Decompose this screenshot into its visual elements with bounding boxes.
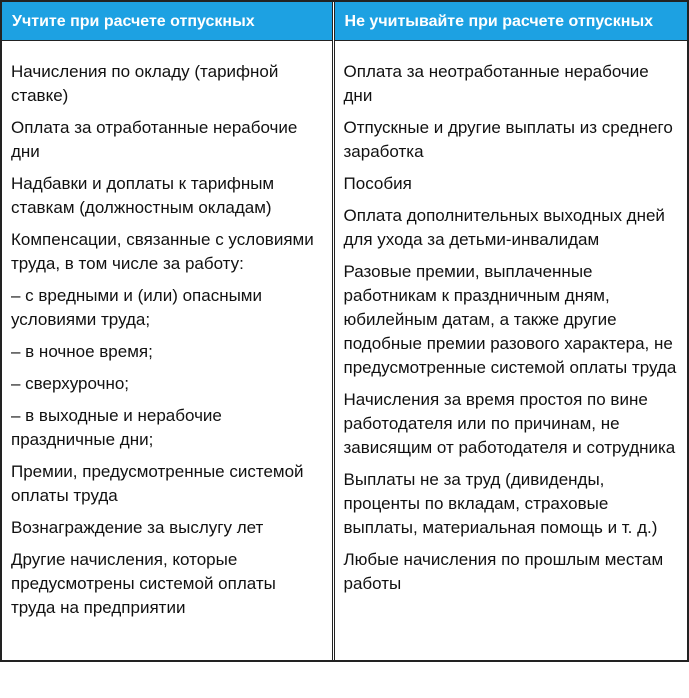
include-column-header: Учтите при расчете отпускных: [2, 2, 332, 41]
include-item: Оплата за отработанные нерабочие дни: [11, 118, 298, 161]
include-item: Начисления по окладу (тарифной ставке): [11, 62, 279, 105]
exclude-column-header: Не учитывайте при расчете отпускных: [335, 2, 687, 41]
include-item: Компенсации, связанные с условиями труда, в том числе за работу:: [11, 230, 314, 273]
include-item: – в ночное время;: [11, 342, 153, 361]
include-item: Надбавки и доплаты к тарифным ставкам (должностным окладам): [11, 174, 275, 217]
include-item: Другие начисления, которые предусмотрены системой оплаты труда на предприятии: [11, 550, 276, 617]
exclude-item: Оплата за неотработанные нерабочие дни: [343, 62, 649, 105]
include-item: Вознаграждение за выслугу лет: [11, 518, 264, 537]
exclude-item: Любые начисления по прошлым местам работы: [343, 550, 664, 593]
include-item: – сверхурочно;: [11, 374, 130, 393]
exclude-item: Пособия: [343, 174, 412, 193]
exclude-column: [334, 2, 687, 660]
exclude-item: Отпускные и другие выплаты из среднего заработка: [343, 118, 673, 161]
exclude-item: Оплата дополнительных выходных дней для ухода за детьми-инвалидам: [343, 206, 665, 249]
include-column: [2, 2, 333, 660]
include-item: – в выходные и нерабочие праздничные дни;: [11, 406, 222, 449]
include-item: Премии, предусмотренные системой оплаты труда: [11, 462, 304, 505]
include-items-list: [2, 41, 332, 620]
exclude-item: Выплаты не за труд (дивиденды, проценты по вкладам, страховые выплаты, материальная помощь и т. д.): [343, 470, 658, 537]
exclude-item: Начисления за время простоя по вине работодателя или по причинам, не зависящим от работодателя и сотрудника: [343, 390, 676, 457]
exclude-items-list: [335, 41, 687, 596]
exclude-item: Разовые премии, выплаченные работникам к праздничным дням, юбилейным датам, а также другие подобные премии разового характера, не предусмотренные системой оплаты труда: [343, 262, 677, 377]
include-item: – с вредными и (или) опасными условиями труда;: [11, 286, 262, 329]
